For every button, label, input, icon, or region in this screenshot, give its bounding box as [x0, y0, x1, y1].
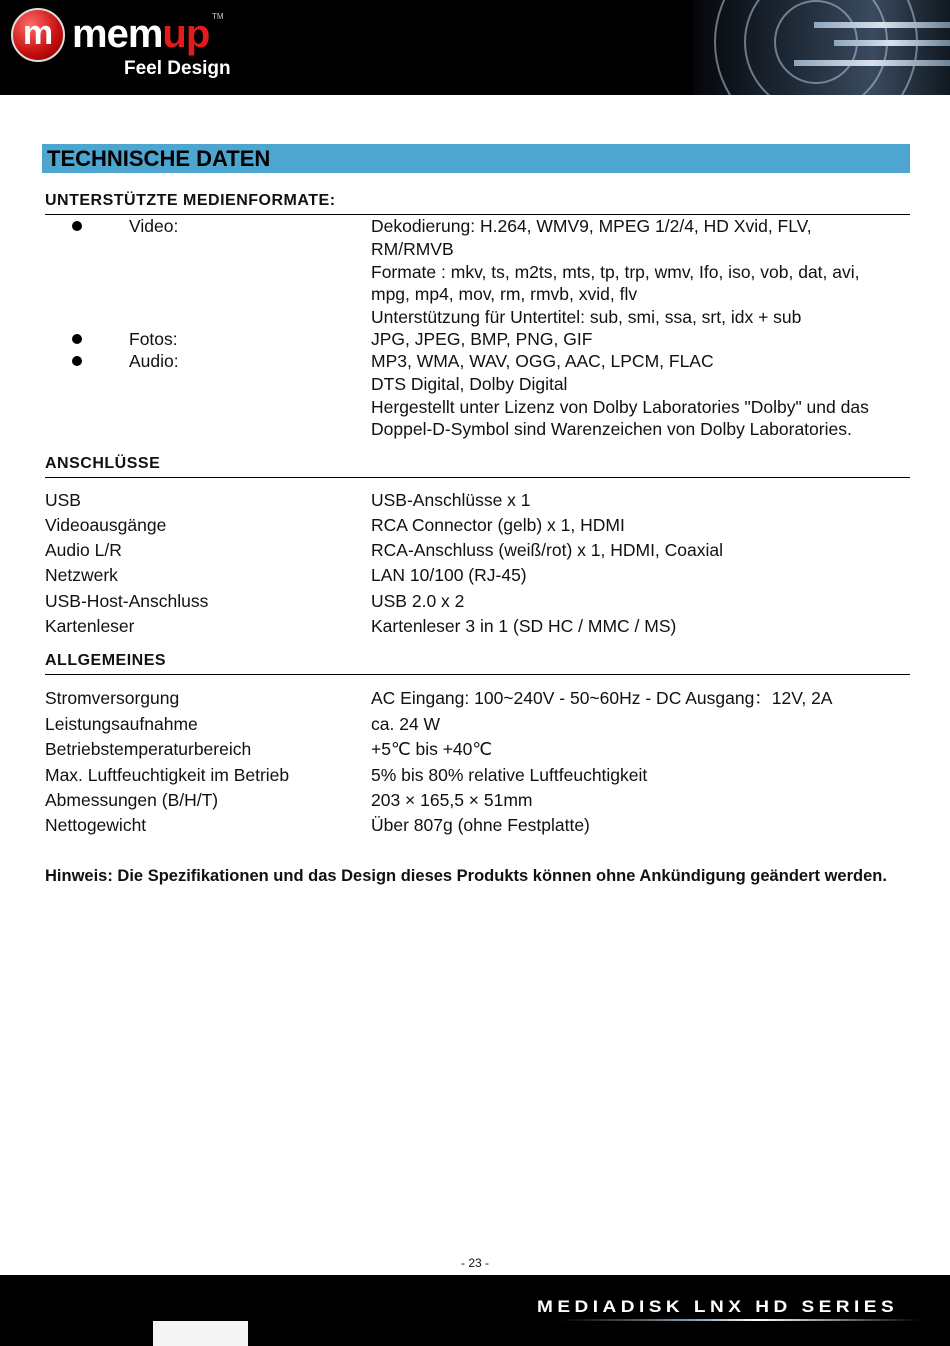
general-row-label: Stromversorgung: [45, 688, 180, 708]
connections-row-value: USB 2.0 x 2: [371, 591, 465, 611]
connections-row-value: LAN 10/100 (RJ-45): [371, 565, 527, 585]
logo-brand-a: mem: [72, 12, 163, 56]
logo-brand-b: up: [162, 12, 210, 56]
general-row-label: Max. Luftfeuchtigkeit im Betrieb: [45, 765, 290, 785]
page-header: [0, 0, 950, 95]
footer-brand: MEDIADISK LNX HD SERIES: [537, 1297, 899, 1316]
connections-row-label: Audio L/R: [45, 540, 122, 560]
general-row-label: Betriebstemperaturbereich: [45, 739, 252, 759]
connections-row-label: USB-Host-Anschluss: [45, 591, 209, 611]
media-video-line: Unterstützung für Untertitel: sub, smi, ssa, srt, idx + sub: [371, 307, 802, 327]
media-label-photos: Fotos:: [129, 329, 178, 349]
general-heading: ALLGEMEINES: [45, 652, 910, 675]
bullet-icon: [72, 334, 82, 344]
connections-row-label: Videoausgänge: [45, 515, 167, 535]
general-row-value: AC Eingang: 100~240V - 50~60Hz - DC Ausgang：12V, 2A: [371, 688, 833, 708]
connections-row-value: RCA-Anschluss (weiß/rot) x 1, HDMI, Coaxial: [371, 540, 724, 560]
media-label-video: Video:: [129, 216, 179, 236]
connections-row-label: USB: [45, 490, 81, 510]
connections-row-value: USB-Anschlüsse x 1: [371, 490, 531, 510]
logo-letter: m: [22, 14, 54, 52]
general-row-label: Leistungsaufnahme: [45, 714, 198, 734]
title-bar: [42, 144, 910, 173]
media-audio-line: DTS Digital, Dolby Digital: [371, 374, 568, 394]
media-video-line: RM/RMVB: [371, 239, 454, 259]
media-video-line: Formate : mkv, ts, m2ts, mts, tp, trp, wmv, Ifo, iso, vob, dat, avi,: [371, 262, 860, 282]
general-row-label: Abmessungen (B/H/T): [45, 790, 219, 810]
media-formats-heading: UNTERSTÜTZTE MEDIENFORMATE:: [45, 192, 910, 215]
connections-heading: ANSCHLÜSSE: [45, 455, 910, 478]
hard-disk-image: [694, 0, 950, 95]
general-row-value: Über 807g (ohne Festplatte): [371, 815, 590, 835]
page-title: TECHNISCHE DATEN: [47, 146, 271, 171]
media-audio-line: Doppel-D-Symbol sind Warenzeichen von Dolby Laboratories.: [371, 419, 852, 439]
footer-line: [560, 1319, 920, 1321]
media-video-line: Dekodierung: H.264, WMV9, MPEG 1/2/4, HD Xvid, FLV,: [371, 216, 812, 236]
bullet-icon: [72, 221, 82, 231]
disclaimer-note: Hinweis: Die Spezifikationen und das Design dieses Produkts können ohne Ankündigung geändert werden.: [45, 867, 887, 885]
media-audio-line: MP3, WMA, WAV, OGG, AAC, LPCM, FLAC: [371, 351, 714, 371]
general-row-label: Nettogewicht: [45, 815, 147, 835]
page-number: - 23 -: [460, 1256, 489, 1270]
connections-row-label: Netzwerk: [45, 565, 118, 585]
page-footer: [0, 1275, 950, 1346]
media-video-line: mpg, mp4, mov, rm, rmvb, xvid, flv: [371, 284, 638, 304]
general-row-value: 5% bis 80% relative Luftfeuchtigkeit: [371, 765, 648, 785]
media-label-audio: Audio:: [129, 351, 179, 371]
logo-tagline: Feel Design: [124, 58, 231, 79]
general-row-value: 203 × 165,5 × 51mm: [371, 790, 533, 810]
connections-row-value: Kartenleser 3 in 1 (SD HC / MMC / MS): [371, 616, 677, 636]
bullet-icon: [72, 356, 82, 366]
media-audio-line: Hergestellt unter Lizenz von Dolby Laboratories "Dolby" und das: [371, 397, 869, 417]
footer-decoration: [153, 1321, 248, 1346]
logo-trademark: TM: [212, 12, 224, 21]
general-row-value: +5℃ bis +40℃: [371, 739, 493, 759]
media-photos-line: JPG, JPEG, BMP, PNG, GIF: [371, 329, 593, 349]
logo-brand: [72, 12, 209, 56]
general-row-value: ca. 24 W: [371, 714, 441, 734]
connections-row-label: Kartenleser: [45, 616, 135, 636]
connections-row-value: RCA Connector (gelb) x 1, HDMI: [371, 515, 625, 535]
